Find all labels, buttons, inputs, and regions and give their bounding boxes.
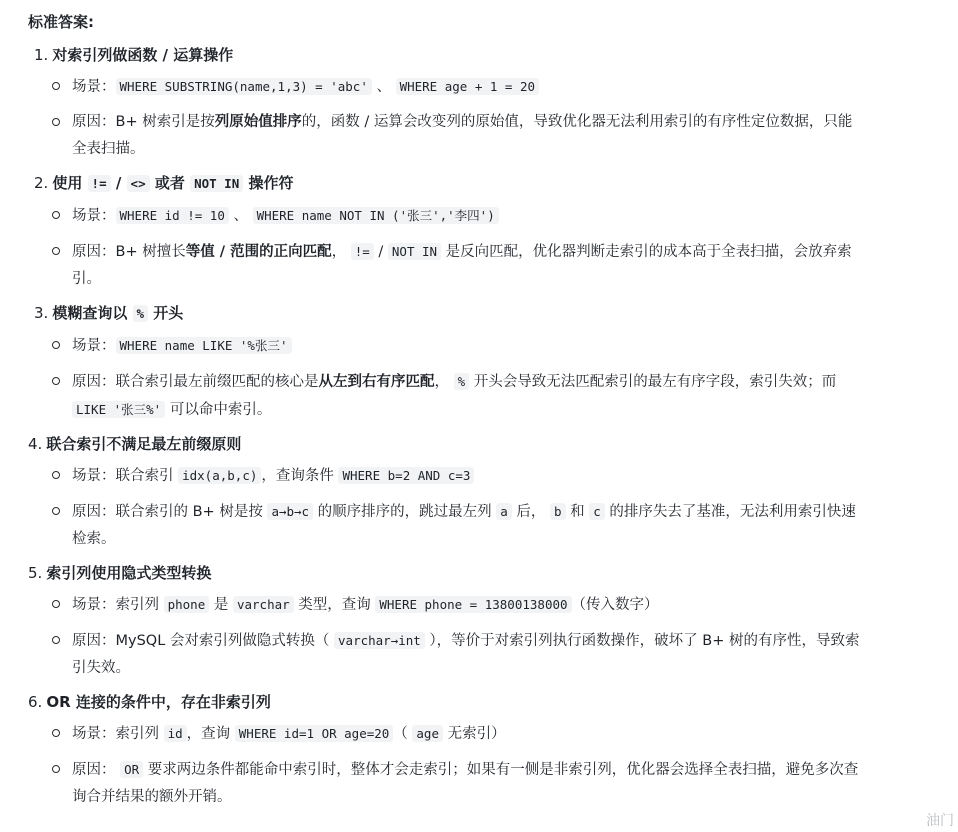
inline-code: != bbox=[88, 175, 111, 192]
text-fragment: / bbox=[110, 174, 127, 192]
text-fragment: 原因：联合索引最左前缀匹配的核心是 bbox=[72, 374, 319, 390]
bullet-item bbox=[28, 591, 862, 619]
text-fragment: 开头 bbox=[148, 304, 184, 322]
bullet-list bbox=[28, 73, 928, 163]
bullet-circle-icon bbox=[52, 82, 60, 90]
text-fragment: 的排序失去了基准，无法利用索引快速检索。 bbox=[72, 504, 856, 547]
bullet-circle-icon bbox=[52, 765, 60, 773]
inline-code: <> bbox=[127, 175, 150, 192]
text-fragment: 场景：索引列 bbox=[72, 726, 164, 742]
inline-code: a→b→c bbox=[267, 503, 313, 520]
item-heading bbox=[28, 690, 928, 714]
text-fragment: 场景：索引列 bbox=[72, 597, 164, 613]
bullet-circle-icon bbox=[52, 729, 60, 737]
text-fragment: 场景： bbox=[72, 208, 116, 224]
watermark: 油门 bbox=[926, 813, 954, 829]
text-fragment: 模糊查询以 bbox=[52, 304, 133, 322]
item-heading bbox=[28, 43, 928, 67]
item-number: 1. bbox=[34, 46, 49, 64]
item-heading bbox=[28, 301, 928, 326]
text-fragment: 可以命中索引。 bbox=[165, 402, 272, 418]
text-fragment: 要求两边条件都能命中索引时，整体才会走索引；如果有一侧是非索引列，优化器会选择全表扫描，避免多次查询合并结果的额外开销。 bbox=[72, 762, 859, 805]
text-fragment: 场景：联合索引 bbox=[72, 468, 179, 484]
bullet-item bbox=[28, 238, 862, 293]
inline-code: varchar→int bbox=[334, 632, 425, 649]
bullet-item bbox=[28, 627, 862, 682]
text-fragment: 无索引） bbox=[442, 726, 506, 742]
inline-code: phone bbox=[164, 596, 210, 613]
page-title: 标准答案: bbox=[28, 13, 94, 31]
item-number: 2. bbox=[34, 174, 49, 192]
text-fragment: 开头会导致无法匹配索引的最左有序字段，索引失效；而 bbox=[469, 374, 837, 390]
answer-item bbox=[28, 301, 928, 424]
inline-code: % bbox=[454, 373, 470, 390]
text-fragment: 操作符 bbox=[243, 174, 294, 192]
inline-code: b bbox=[550, 503, 566, 520]
text-fragment: ，查询 bbox=[186, 726, 235, 742]
text-fragment: 后， bbox=[511, 504, 551, 520]
text-fragment: 是 bbox=[209, 597, 233, 613]
text-fragment: 场景： bbox=[72, 338, 116, 354]
inline-code: WHERE b=2 AND c=3 bbox=[338, 467, 474, 484]
bullet-item bbox=[28, 756, 862, 811]
inline-code: NOT IN bbox=[190, 175, 243, 192]
bullet-circle-icon bbox=[52, 211, 60, 219]
text-fragment: 场景： bbox=[72, 79, 116, 95]
bullet-item bbox=[28, 332, 862, 360]
bullet-circle-icon bbox=[52, 118, 60, 126]
text-fragment: 对索引列做函数 / 运算操作 bbox=[52, 46, 234, 64]
item-number: 3. bbox=[34, 304, 49, 322]
inline-code: c bbox=[589, 503, 605, 520]
text-fragment: 原因：B+ 树擅长 bbox=[72, 244, 186, 260]
inline-code: WHERE id != 10 bbox=[116, 207, 229, 224]
text-fragment: 联合索引不满足最左前缀原则 bbox=[46, 435, 242, 453]
bullet-item bbox=[28, 462, 862, 490]
answer-list bbox=[28, 43, 928, 811]
emphasis-text: 等值 / 范围的正向匹配 bbox=[185, 244, 332, 260]
answer-item bbox=[28, 432, 928, 553]
inline-code: WHERE SUBSTRING(name,1,3) = 'abc' bbox=[116, 78, 372, 95]
inline-code: idx(a,b,c) bbox=[178, 467, 261, 484]
text-fragment: 索引列使用隐式类型转换 bbox=[46, 564, 212, 582]
text-fragment: 原因：联合索引的 B+ 树是按 bbox=[72, 504, 268, 520]
text-fragment: 原因：B+ 树索引是按 bbox=[72, 114, 215, 130]
bullet-list bbox=[28, 202, 928, 293]
item-heading bbox=[28, 171, 928, 196]
bullet-item bbox=[28, 368, 862, 424]
answer-item bbox=[28, 171, 928, 293]
inline-code: != bbox=[351, 243, 374, 260]
inline-code: WHERE name LIKE '%张三' bbox=[116, 337, 292, 354]
text-fragment: （ bbox=[393, 726, 413, 742]
text-fragment: ， bbox=[331, 244, 351, 260]
text-fragment: （传入数字） bbox=[571, 597, 659, 613]
inline-code: varchar bbox=[233, 596, 294, 613]
bullet-circle-icon bbox=[52, 507, 60, 515]
bullet-circle-icon bbox=[52, 377, 60, 385]
bullet-item bbox=[28, 720, 862, 748]
inline-code: NOT IN bbox=[388, 243, 441, 260]
bullet-item bbox=[28, 498, 862, 553]
text-fragment: OR 连接的条件中，存在非索引列 bbox=[46, 693, 271, 711]
inline-code: % bbox=[133, 305, 149, 322]
bullet-item bbox=[28, 73, 862, 101]
inline-code: LIKE '张三%' bbox=[72, 401, 165, 418]
inline-code: WHERE age + 1 = 20 bbox=[396, 78, 539, 95]
text-fragment: 原因： bbox=[72, 762, 121, 778]
text-fragment: / bbox=[373, 244, 388, 260]
inline-code: WHERE id=1 OR age=20 bbox=[235, 725, 394, 742]
emphasis-text: 从左到右有序匹配 bbox=[318, 374, 435, 390]
emphasis-text: 列原始值排序 bbox=[214, 114, 302, 130]
text-fragment: 的顺序排序的，跳过最左列 bbox=[313, 504, 497, 520]
inline-code: WHERE phone = 13800138000 bbox=[375, 596, 571, 613]
item-heading bbox=[28, 561, 928, 585]
answer-item bbox=[28, 43, 928, 163]
text-fragment: 原因：MySQL 会对索引列做隐式转换（ bbox=[72, 633, 335, 649]
text-fragment: 、 bbox=[371, 79, 396, 95]
bullet-circle-icon bbox=[52, 471, 60, 479]
bullet-circle-icon bbox=[52, 636, 60, 644]
bullet-circle-icon bbox=[52, 600, 60, 608]
text-fragment: ， bbox=[434, 374, 454, 390]
bullet-list bbox=[28, 591, 928, 682]
text-fragment: 或者 bbox=[149, 174, 191, 192]
item-number: 5. bbox=[28, 564, 43, 582]
bullet-list bbox=[28, 462, 928, 553]
bullet-item bbox=[28, 202, 862, 230]
text-fragment: ），等价于对索引列执行函数操作，破坏了 B+ 树的有序性，导致索引失效。 bbox=[72, 633, 860, 676]
inline-code: WHERE name NOT IN ('张三','李四') bbox=[253, 207, 499, 224]
text-fragment: 的，函数 / 运算会改变列的原始值，导致优化器无法利用索引的有序性定位数据，只能全表扫描。 bbox=[72, 114, 853, 157]
item-heading bbox=[28, 432, 928, 456]
bullet-circle-icon bbox=[52, 247, 60, 255]
text-fragment: 、 bbox=[228, 208, 253, 224]
item-number: 6. bbox=[28, 693, 43, 711]
inline-code: id bbox=[164, 725, 187, 742]
inline-code: OR bbox=[120, 761, 143, 778]
item-number: 4. bbox=[28, 435, 43, 453]
answer-item bbox=[28, 561, 928, 682]
inline-code: a bbox=[496, 503, 512, 520]
text-fragment: 是反向匹配，优化器判断走索引的成本高于全表扫描，会放弃索引。 bbox=[72, 244, 852, 287]
text-fragment: 和 bbox=[565, 504, 590, 520]
inline-code: age bbox=[412, 725, 443, 742]
document bbox=[28, 10, 928, 819]
text-fragment: ，查询条件 bbox=[261, 468, 339, 484]
bullet-list bbox=[28, 332, 928, 424]
text-fragment: 使用 bbox=[52, 174, 88, 192]
bullet-circle-icon bbox=[52, 341, 60, 349]
answer-item bbox=[28, 690, 928, 811]
text-fragment: 类型，查询 bbox=[293, 597, 376, 613]
bullet-list bbox=[28, 720, 928, 811]
bullet-item bbox=[28, 109, 862, 163]
